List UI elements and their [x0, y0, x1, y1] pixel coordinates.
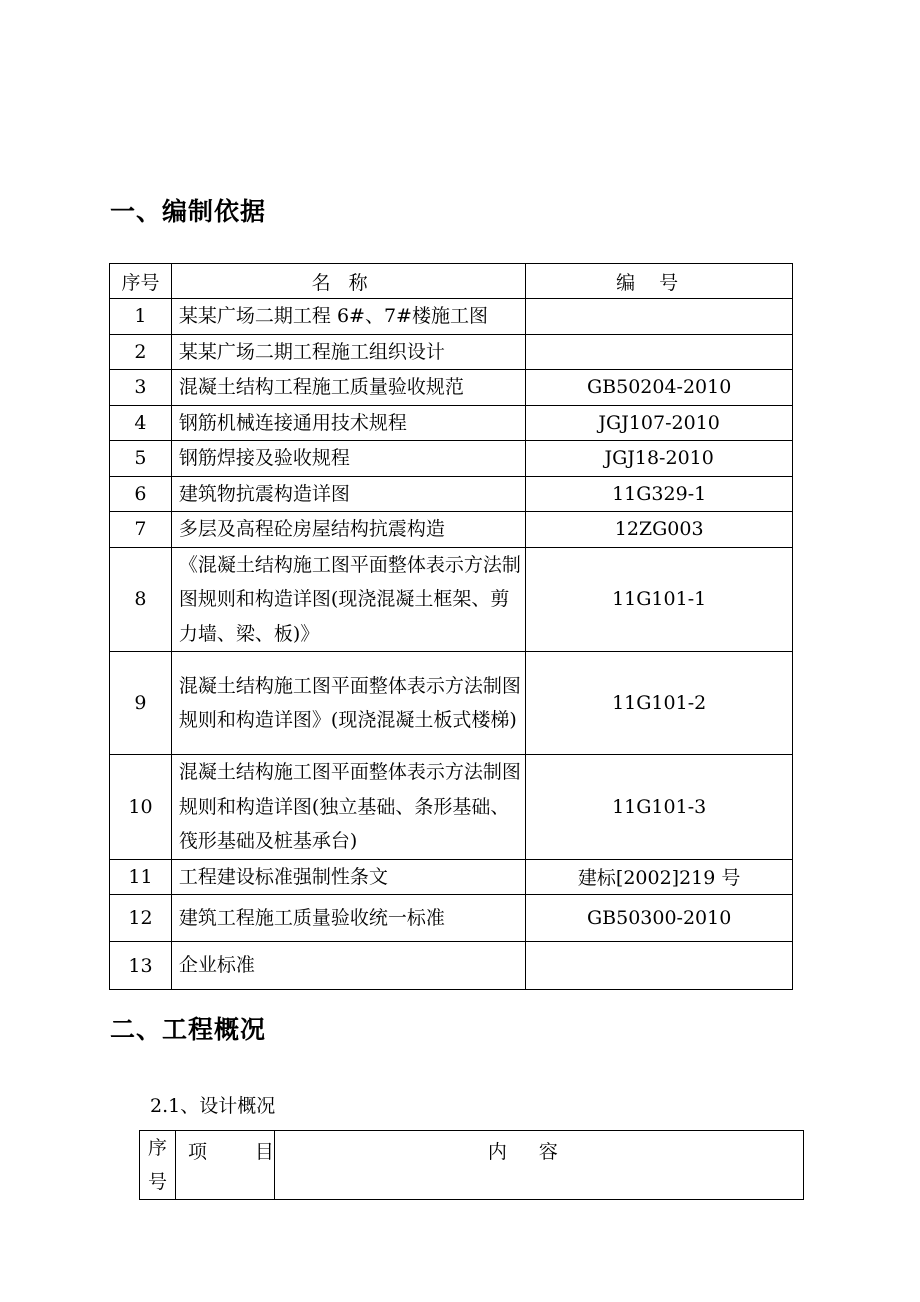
row-name: 混凝土结构施工图平面整体表示方法制图规则和构造详图》(现浇混凝土板式楼梯)	[171, 652, 525, 755]
table-row	[110, 652, 793, 755]
row-name: 建筑工程施工质量验收统一标准	[171, 895, 525, 942]
header-item	[175, 1131, 274, 1200]
header-no-line-2: 号	[147, 1171, 167, 1193]
row-no: 6	[110, 476, 172, 512]
row-code	[526, 942, 793, 990]
row-name: 企业标准	[171, 942, 525, 990]
table-header-row	[140, 1131, 804, 1200]
section-1-heading: 一、编制依据	[110, 197, 267, 226]
header-code: 编号	[526, 264, 793, 299]
row-no: 2	[110, 334, 172, 370]
row-no: 7	[110, 512, 172, 548]
section-2-heading: 二、工程概况	[110, 1015, 267, 1044]
table-row	[110, 405, 793, 441]
row-no: 10	[110, 755, 172, 860]
row-no: 3	[110, 370, 172, 406]
row-name: 《混凝土结构施工图平面整体表示方法制图规则和构造详图(现浇混凝土框架、剪力墙、梁、板)》	[171, 547, 525, 652]
row-name: 混凝土结构工程施工质量验收规范	[171, 370, 525, 406]
row-no: 12	[110, 895, 172, 942]
basis-table	[109, 263, 793, 990]
row-code: 11G101-1	[526, 547, 793, 652]
table-row	[110, 512, 793, 548]
table-row	[110, 299, 793, 335]
header-item-part-2: 目	[254, 1141, 274, 1163]
header-name: 名称	[171, 264, 525, 299]
table-row	[110, 547, 793, 652]
table-row	[110, 476, 793, 512]
table-row	[110, 895, 793, 942]
table-row	[110, 859, 793, 895]
row-code: JGJ18-2010	[526, 441, 793, 477]
row-no: 8	[110, 547, 172, 652]
row-no: 9	[110, 652, 172, 755]
row-code: 11G329-1	[526, 476, 793, 512]
row-code: 12ZG003	[526, 512, 793, 548]
table-header-row	[110, 264, 793, 299]
row-name: 某某广场二期工程施工组织设计	[171, 334, 525, 370]
row-code: 建标[2002]219 号	[526, 859, 793, 895]
row-code: GB50300-2010	[526, 895, 793, 942]
design-overview-table	[139, 1130, 804, 1200]
table-row	[110, 334, 793, 370]
row-code: 11G101-2	[526, 652, 793, 755]
row-name: 钢筋机械连接通用技术规程	[171, 405, 525, 441]
row-name: 混凝土结构施工图平面整体表示方法制图规则和构造详图(独立基础、条形基础、筏形基础及桩基承台)	[171, 755, 525, 860]
row-code	[526, 299, 793, 335]
row-no: 5	[110, 441, 172, 477]
row-no: 13	[110, 942, 172, 990]
header-no-line-1: 序	[147, 1137, 167, 1159]
header-content: 内容	[274, 1131, 803, 1200]
header-no: 序号	[110, 264, 172, 299]
row-name: 建筑物抗震构造详图	[171, 476, 525, 512]
row-name: 某某广场二期工程 6#、7#楼施工图	[171, 299, 525, 335]
table-row	[110, 441, 793, 477]
row-no: 1	[110, 299, 172, 335]
row-name: 多层及高程砼房屋结构抗震构造	[171, 512, 525, 548]
row-no: 4	[110, 405, 172, 441]
row-name: 钢筋焊接及验收规程	[171, 441, 525, 477]
row-no: 11	[110, 859, 172, 895]
row-code: 11G101-3	[526, 755, 793, 860]
row-code	[526, 334, 793, 370]
design-overview-subtitle: 2.1、设计概况	[150, 1095, 276, 1117]
table-row	[110, 370, 793, 406]
table-row	[110, 942, 793, 990]
row-code: GB50204-2010	[526, 370, 793, 406]
table-row	[110, 755, 793, 860]
header-no	[140, 1131, 176, 1200]
row-name: 工程建设标准强制性条文	[171, 859, 525, 895]
header-item-part-1: 项	[187, 1141, 207, 1163]
row-code: JGJ107-2010	[526, 405, 793, 441]
